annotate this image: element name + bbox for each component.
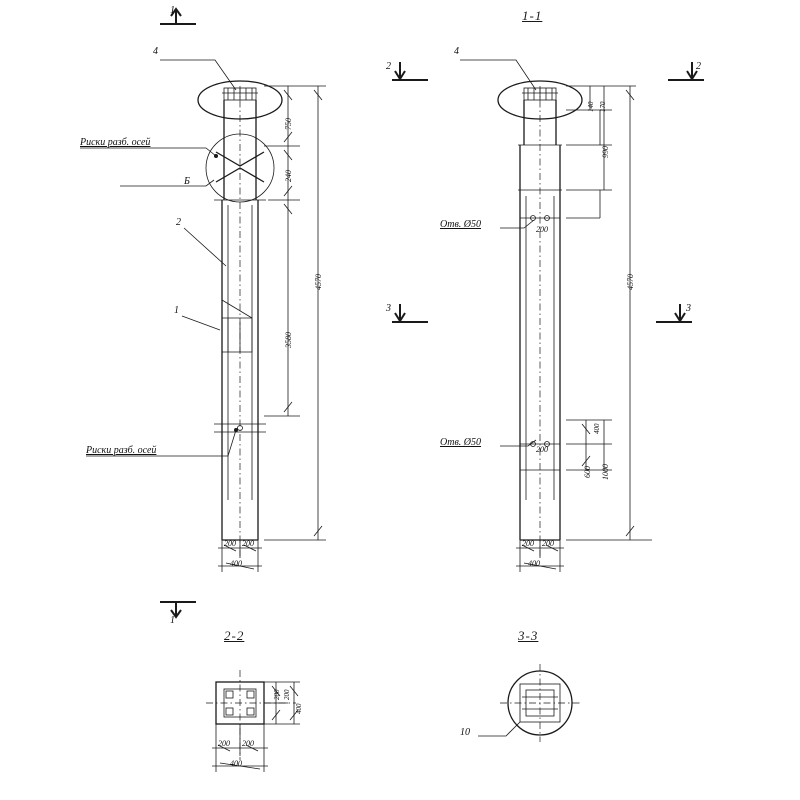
dim-990-s11: 990: [601, 146, 610, 158]
main-elevation-geometry: [80, 9, 326, 617]
section-1-1-geometry: [392, 60, 704, 572]
cut-mark-1-bottom-label: 1: [170, 615, 175, 626]
cut-mark-2-right-label: 2: [696, 61, 701, 72]
note-axis-marks-bottom: Риски разб. осей: [86, 445, 157, 456]
dim-600-s11: 600: [583, 466, 592, 478]
dim-200-l-s11: 200: [522, 539, 534, 548]
dim-1000-s11: 1000: [601, 464, 610, 480]
note-hole-bottom: Отв. Ø50: [440, 437, 482, 448]
cut-mark-3-left-label: 3: [386, 303, 391, 314]
dim-200-right-main: 200: [242, 539, 254, 548]
dim-200-left-main: 200: [224, 539, 236, 548]
callout-2-main: 2: [176, 217, 181, 228]
callout-B-main: Б: [184, 176, 190, 187]
dim-200-bottom-s11: 200: [536, 445, 548, 454]
callout-4-section: 4: [454, 46, 459, 57]
callout-10-s33: 10: [460, 727, 470, 738]
cut-mark-1-top-label: 1: [170, 5, 175, 16]
cut-mark-3-right-label: 3: [686, 303, 691, 314]
dim-750-main: 750: [284, 118, 293, 130]
section-title-2-2: 2-2: [224, 628, 245, 643]
dim-4570-s11: 4570: [626, 274, 635, 290]
dim-200-d-s22: 200: [242, 739, 254, 748]
dim-4570-main: 4570: [314, 274, 323, 290]
dim-200-top-s11: 200: [536, 225, 548, 234]
dim-200-b-s22: 200: [283, 689, 291, 700]
dim-170-s11: 170: [599, 101, 607, 112]
section-title-3-3: 3-3: [518, 628, 539, 643]
dim-240-main: 240: [284, 170, 293, 182]
cut-mark-2-left-label: 2: [386, 61, 391, 72]
dim-400-side-s22: 400: [295, 703, 303, 714]
dim-140-s11: 140: [587, 101, 595, 112]
note-hole-top: Отв. Ø50: [440, 219, 482, 230]
dim-200-c-s22: 200: [218, 739, 230, 748]
dim-200-a-s22: 200: [273, 689, 281, 700]
callout-1-main: 1: [174, 305, 179, 316]
note-axis-marks-top: Риски разб. осей: [80, 137, 151, 148]
callout-4-main: 4: [153, 46, 158, 57]
section-3-3-geometry: [478, 664, 580, 742]
dim-400-top-s11: 400: [593, 423, 601, 434]
dim-400-bottom-s22: 400: [230, 759, 242, 768]
dim-200-r-s11: 200: [542, 539, 554, 548]
section-2-2-geometry: [206, 670, 300, 772]
dim-400-main: 400: [230, 559, 242, 568]
section-title-1-1: 1-1: [522, 8, 543, 23]
dim-400-s11: 400: [528, 559, 540, 568]
dim-3580-main: 3580: [284, 332, 293, 348]
